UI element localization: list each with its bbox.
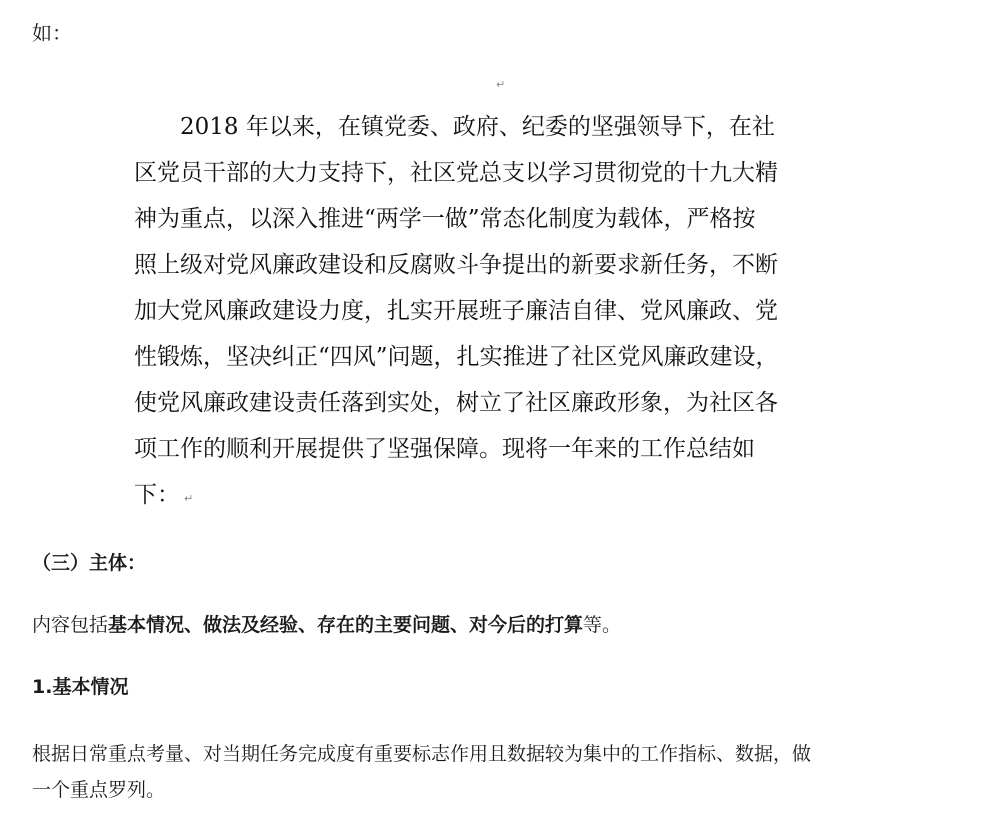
content-items: 基本情况、做法及经验、存在的主要问题、对今后的打算 [108,614,584,636]
quote-line: 使党风廉政建设责任落到实处，树立了社区廉政形象，为社区各 [134,390,778,416]
quote-line: 加大党风廉政建设力度，扎实开展班子廉洁自律、党风廉政、党 [134,298,778,324]
quote-line: 神为重点，以深入推进“两学一做”常态化制度为载体，严格按 [134,206,756,232]
subheading: 1.基本情况 [32,676,129,698]
quote-line: 下： [134,482,180,508]
quote-line: 2018 年以来，在镇党委、政府、纪委的坚强领导下，在社 [134,114,775,140]
intro-label: 如： [32,21,72,45]
quoted-document-excerpt [134,104,874,522]
quote-line-last [134,472,874,522]
return-mark-icon: ↵ [496,78,506,91]
quote-line: 照上级对党风廉政建设和反腐败斗争提出的新要求新任务，不断 [134,252,778,278]
quote-line: 性锻炼，坚决纠正“四风”问题，扎实推进了社区党风廉政建设， [134,344,779,370]
section-heading: （三）主体： [32,552,147,574]
paragraph-line: 根据日常重点考量、对当期任务完成度有重要标志作用且数据较为集中的工作指标、数据，做 [32,743,812,765]
quote-line: 项工作的顺利开展提供了坚强保障。现将一年来的工作总结如 [134,436,755,462]
quote-line: 区党员干部的大力支持下，社区党总支以学习贯彻党的十九大精 [134,160,778,186]
paragraph-line: 一个重点罗列。 [32,779,166,801]
return-mark-icon: ↵ [184,492,194,505]
content-prefix: 内容包括 [32,614,109,636]
content-suffix: 等。 [583,614,622,636]
basic-situation-text [32,736,967,808]
content-description [32,610,621,640]
